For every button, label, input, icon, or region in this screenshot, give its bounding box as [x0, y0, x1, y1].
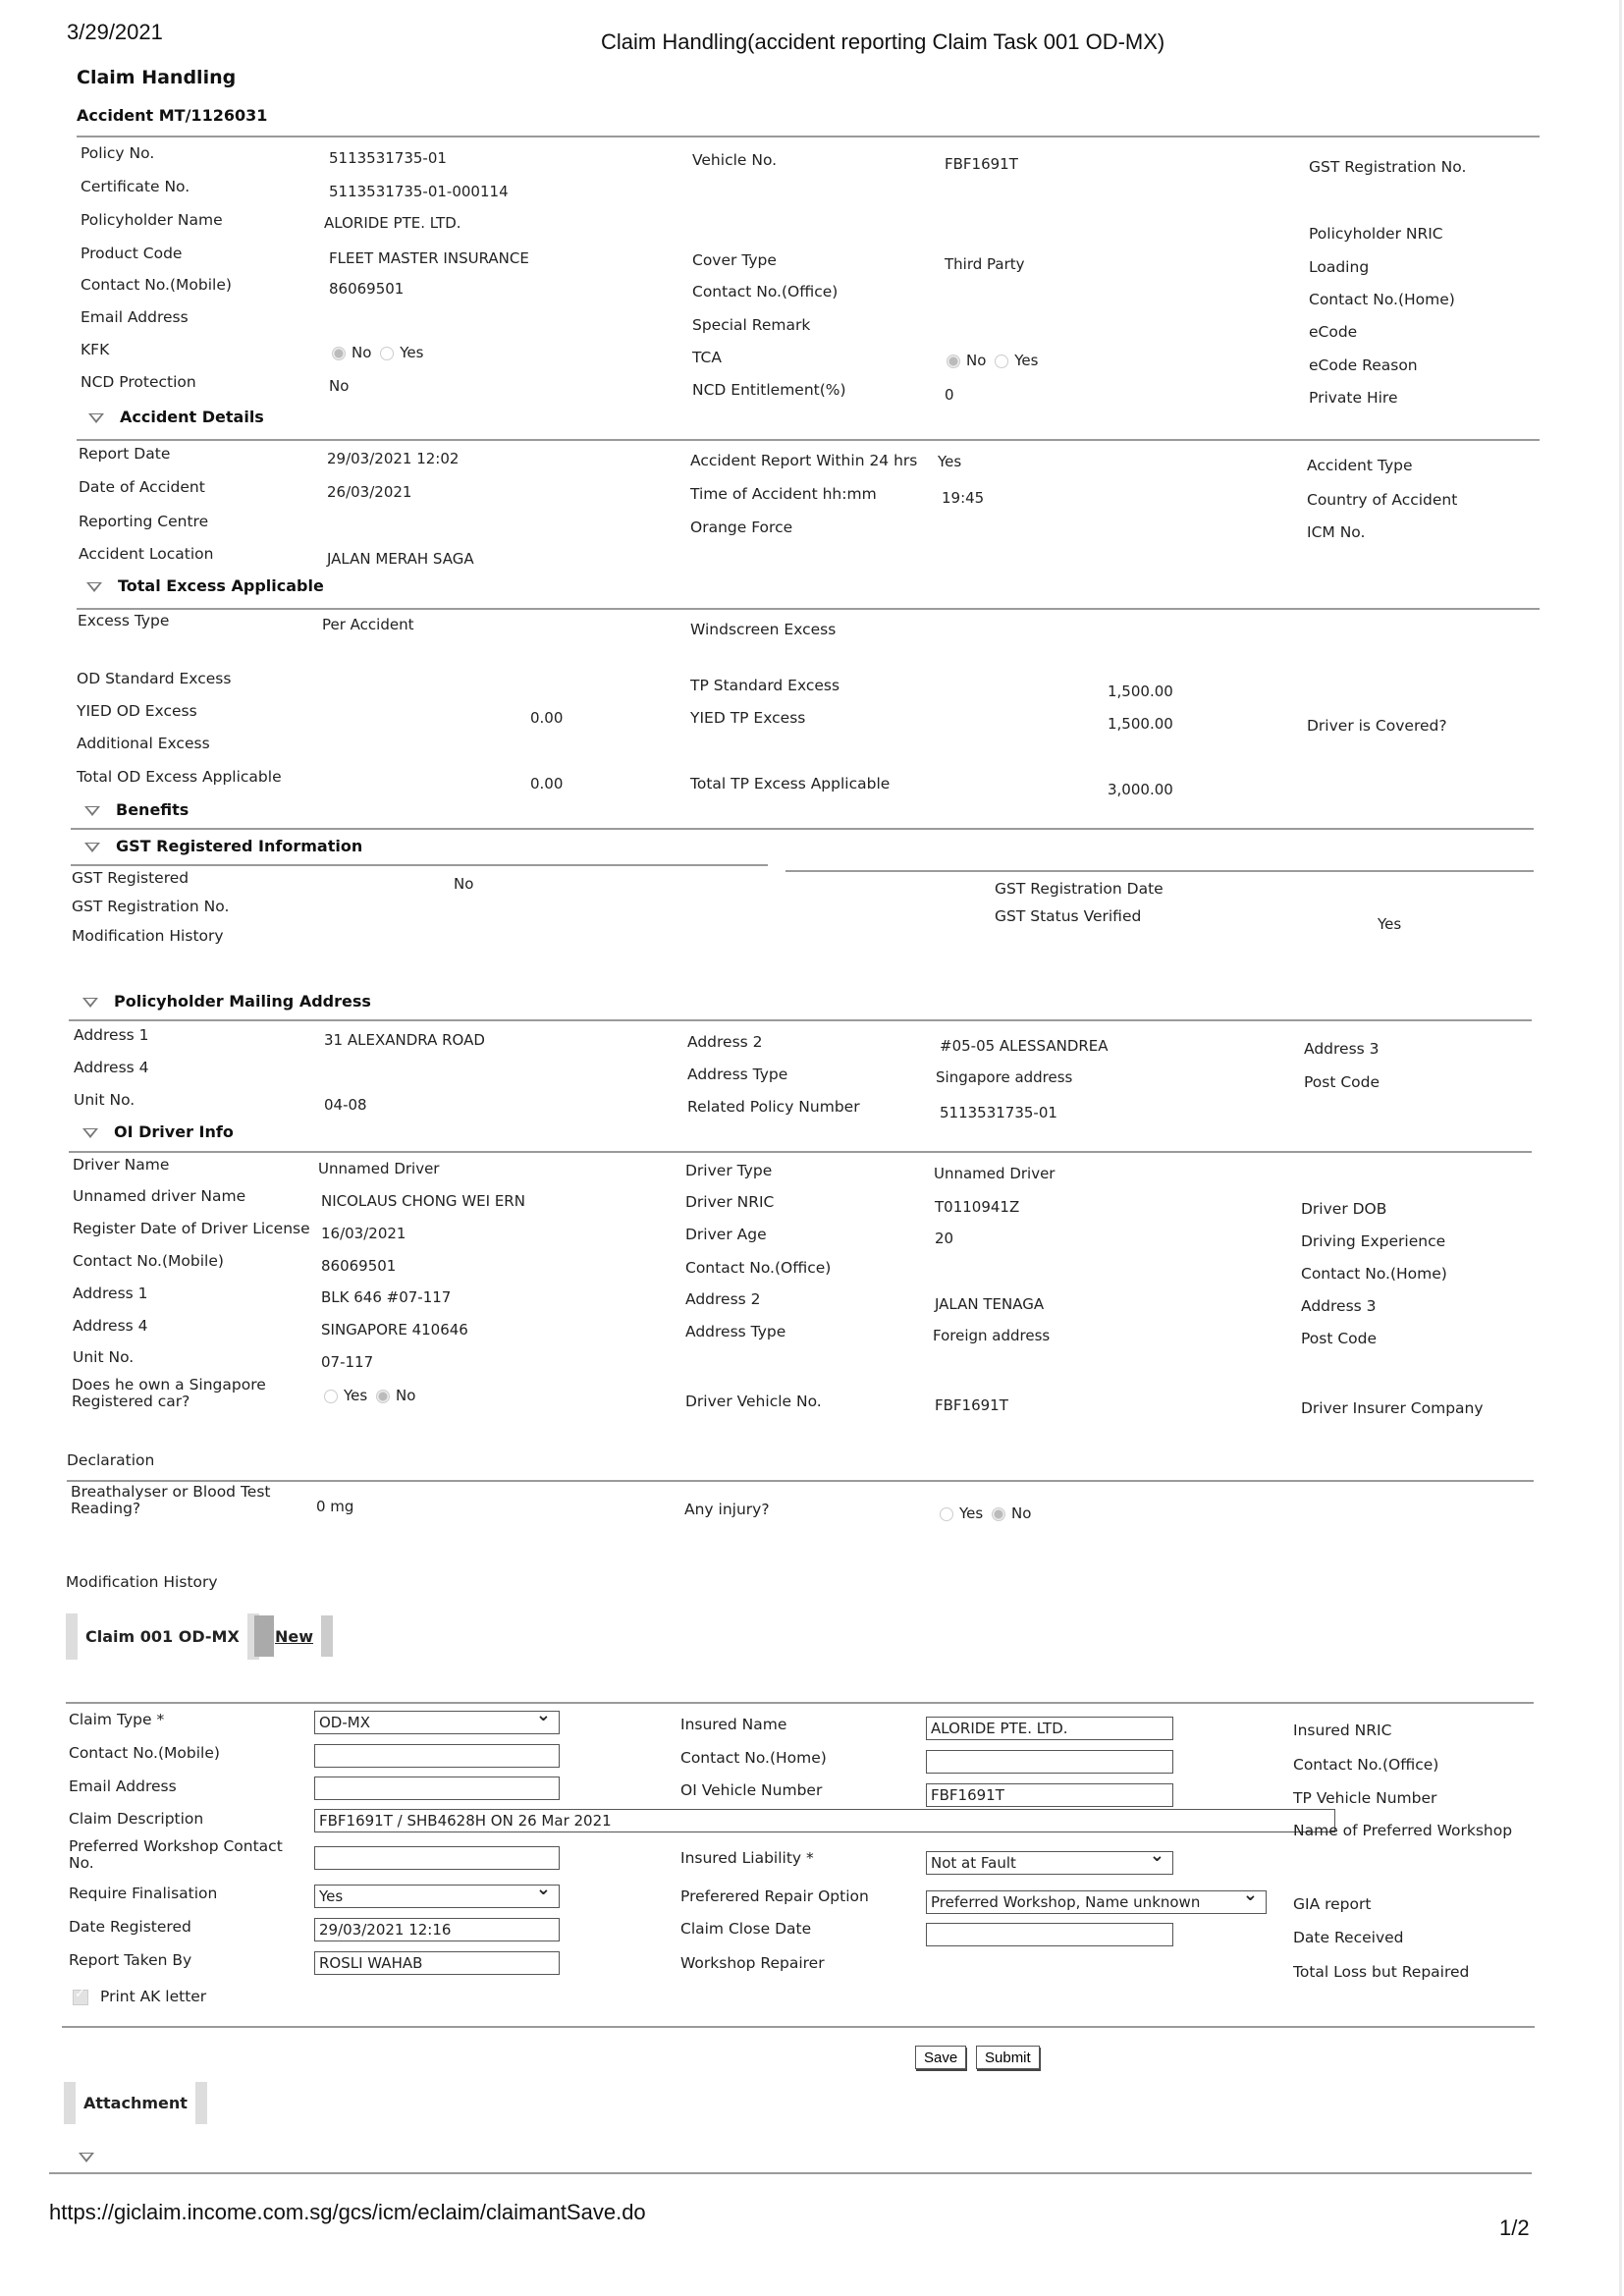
field-value: JALAN TENAGA — [935, 1295, 1045, 1313]
tab-label: Claim 001 OD-MX — [85, 1627, 240, 1646]
field-label: Special Remark — [692, 316, 811, 334]
field-value: #05-05 ALESSANDREA — [940, 1037, 1109, 1055]
own-car-radio-yes[interactable] — [324, 1390, 338, 1403]
attachment-toggle[interactable] — [79, 2147, 110, 2165]
field-label: Contact No.(Office) — [685, 1259, 832, 1277]
checkbox-label: Print AK letter — [100, 1988, 207, 2005]
field-label: Any injury? — [684, 1501, 770, 1518]
field-value: 86069501 — [329, 280, 405, 298]
field-label: Related Policy Number — [687, 1098, 860, 1116]
field-label: Driver NRIC — [685, 1193, 775, 1211]
section-toggle-total-excess[interactable] — [86, 576, 324, 595]
print-ak-letter-option — [73, 1988, 206, 2005]
collapse-triangle-icon — [84, 843, 100, 852]
divider — [71, 828, 1534, 830]
field-label: KFK — [81, 341, 110, 358]
print-date: 3/29/2021 — [67, 20, 163, 44]
field-label: Contact No.(Home) — [1301, 1265, 1447, 1283]
field-label: Driver Name — [73, 1156, 170, 1174]
tca-radio-yes[interactable] — [995, 355, 1008, 368]
field-label: TP Vehicle Number — [1293, 1789, 1437, 1807]
page-title: Claim Handling — [77, 67, 237, 88]
field-label: Date Registered — [69, 1918, 191, 1936]
field-label: Insured Liability * — [680, 1849, 814, 1867]
radio-label: Yes — [344, 1387, 368, 1404]
contact-home-input[interactable] — [926, 1750, 1173, 1774]
field-label: Additional Excess — [77, 735, 210, 752]
field-label: Name of Preferred Workshop — [1293, 1822, 1513, 1839]
kfk-radio-group — [332, 344, 423, 361]
field-value: 16/03/2021 — [321, 1225, 406, 1242]
preferred-workshop-contact-input[interactable] — [314, 1846, 560, 1870]
field-label: Total TP Excess Applicable — [690, 775, 891, 793]
field-label: Contact No.(Home) — [680, 1749, 827, 1767]
tca-radio-no[interactable] — [947, 355, 960, 368]
field-label: Total Loss but Repaired — [1293, 1963, 1470, 1981]
field-label: GST Registration No. — [72, 898, 230, 915]
field-value: No — [329, 377, 350, 395]
collapse-triangle-icon — [88, 413, 104, 423]
section-title: Policyholder Mailing Address — [114, 992, 371, 1011]
field-label: Email Address — [69, 1777, 177, 1795]
field-label: Preferred Workshop Contact No. — [69, 1837, 283, 1872]
page-number: 1/2 — [1499, 2215, 1530, 2240]
collapse-triangle-icon — [84, 806, 100, 816]
field-label: Address 2 — [687, 1033, 763, 1051]
field-label: Policyholder NRIC — [1309, 225, 1443, 243]
field-value: 19:45 — [942, 489, 985, 507]
field-label: Address 1 — [74, 1026, 149, 1044]
field-label: OD Standard Excess — [77, 670, 232, 687]
field-value: 5113531735-01 — [940, 1104, 1057, 1121]
field-label: Address 4 — [73, 1317, 148, 1335]
field-value: 0.00 — [530, 709, 564, 727]
radio-label: No — [1011, 1504, 1032, 1522]
field-label: Contact No.(Mobile) — [73, 1252, 224, 1270]
radio-label: Yes — [400, 344, 424, 361]
field-label: Address Type — [685, 1323, 786, 1340]
field-label: Unit No. — [74, 1091, 135, 1109]
field-label: Time of Accident hh:mm — [690, 485, 877, 503]
field-label: Insured NRIC — [1293, 1722, 1392, 1739]
field-value: Yes — [938, 453, 962, 470]
injury-radio-group — [940, 1504, 1031, 1522]
field-label: Contact No.(Mobile) — [69, 1744, 220, 1762]
field-label: Register Date of Driver License — [73, 1220, 310, 1237]
divider — [69, 1019, 1532, 1021]
field-value: 04-08 — [324, 1096, 367, 1114]
section-title: OI Driver Info — [114, 1122, 234, 1141]
field-label: GST Status Verified — [995, 907, 1142, 925]
field-label: Cover Type — [692, 251, 777, 269]
claim-close-date-input[interactable] — [926, 1923, 1173, 1946]
section-toggle-benefits[interactable] — [84, 800, 189, 819]
injury-radio-yes[interactable] — [940, 1507, 953, 1521]
field-label: Insured Name — [680, 1716, 787, 1733]
field-label: Accident Report Within 24 hrs — [690, 452, 918, 469]
field-value: FBF1691T — [935, 1396, 1008, 1414]
section-title: Accident Details — [120, 408, 264, 426]
field-value: 07-117 — [321, 1353, 374, 1371]
field-label: Post Code — [1301, 1330, 1378, 1347]
field-value: FBF1691T — [945, 155, 1018, 173]
field-value: JALAN MERAH SAGA — [327, 550, 474, 568]
field-label: YIED TP Excess — [690, 709, 806, 727]
field-label: Contact No.(Office) — [1293, 1756, 1439, 1774]
oi-vehicle-number-input[interactable]: FBF1691T — [926, 1783, 1173, 1807]
divider — [77, 136, 1540, 137]
page-url: https://giclaim.income.com.sg/gcs/icm/eclaim/claimantSave.do — [49, 2200, 646, 2224]
field-label: Driver DOB — [1301, 1200, 1387, 1218]
field-label: Claim Close Date — [680, 1920, 812, 1938]
field-label: eCode — [1309, 323, 1358, 341]
field-label: Driver is Covered? — [1307, 717, 1447, 735]
require-finalisation-select[interactable]: Yes ⌄ — [314, 1885, 560, 1908]
kfk-radio-no[interactable] — [332, 347, 346, 360]
divider — [71, 864, 768, 866]
divider — [67, 1480, 1534, 1482]
print-ak-checkbox[interactable] — [73, 1990, 88, 2005]
section-toggle-gst[interactable] — [84, 837, 362, 855]
field-label: TCA — [692, 349, 722, 366]
field-value: Unnamed Driver — [318, 1160, 440, 1177]
field-value: T0110941Z — [935, 1198, 1020, 1216]
field-label: GST Registration Date — [995, 880, 1164, 898]
field-label: Address 4 — [74, 1059, 149, 1076]
section-title: Benefits — [116, 800, 189, 819]
field-label: Unnamed driver Name — [73, 1187, 246, 1205]
field-label: Reporting Centre — [79, 513, 209, 530]
collapse-triangle-icon — [82, 1128, 98, 1138]
date-registered-input[interactable]: 29/03/2021 12:16 — [314, 1918, 560, 1941]
report-taken-by-input[interactable]: ROSLI WAHAB — [314, 1951, 560, 1975]
radio-label: No — [966, 352, 987, 369]
divider — [66, 1702, 1534, 1704]
field-label: Date of Accident — [79, 478, 205, 496]
modification-history-label: Modification History — [66, 1573, 218, 1591]
field-label: YIED OD Excess — [77, 702, 197, 720]
field-value: Yes — [1378, 915, 1402, 933]
field-label: Report Taken By — [69, 1951, 192, 1969]
field-label: Report Date — [79, 445, 171, 463]
field-label: Loading — [1309, 258, 1370, 276]
save-button[interactable]: Save — [915, 2046, 966, 2069]
field-label: Address 2 — [685, 1290, 761, 1308]
divider — [77, 439, 1540, 441]
field-value: 26/03/2021 — [327, 483, 412, 501]
field-label: Vehicle No. — [692, 151, 778, 169]
section-title: Total Excess Applicable — [118, 576, 324, 595]
divider — [77, 608, 1540, 610]
field-label: Modification History — [72, 927, 224, 945]
field-label: Address 1 — [73, 1285, 148, 1302]
kfk-radio-yes[interactable] — [380, 347, 394, 360]
field-label: Unit No. — [73, 1348, 135, 1366]
injury-radio-no[interactable] — [992, 1507, 1005, 1521]
field-label: Driver Insurer Company — [1301, 1399, 1484, 1417]
field-label: NCD Protection — [81, 373, 196, 391]
radio-label: Yes — [1014, 352, 1039, 369]
field-label: ICM No. — [1307, 523, 1366, 541]
field-label: NCD Entitlement(%) — [692, 381, 846, 399]
field-value: Unnamed Driver — [934, 1165, 1056, 1182]
tab-claim-001-od-mx[interactable] — [66, 1613, 259, 1660]
field-label: Driving Experience — [1301, 1232, 1446, 1250]
field-label: OI Vehicle Number — [680, 1781, 823, 1799]
field-label: eCode Reason — [1309, 356, 1418, 374]
field-value: ALORIDE PTE. LTD. — [324, 214, 461, 232]
insured-name-input[interactable]: ALORIDE PTE. LTD. — [926, 1717, 1173, 1740]
radio-label: No — [352, 344, 372, 361]
field-value: 1,500.00 — [1108, 715, 1173, 733]
section-label-declaration: Declaration — [67, 1451, 155, 1469]
divider — [62, 2026, 1535, 2028]
field-value: SINGAPORE 410646 — [321, 1321, 468, 1339]
field-label: Date Received — [1293, 1929, 1404, 1946]
field-label: Policy No. — [81, 144, 155, 162]
insured-liability-select[interactable]: Not at Fault ⌄ — [926, 1851, 1173, 1875]
field-label: Driver Age — [685, 1226, 767, 1243]
field-value: FLEET MASTER INSURANCE — [329, 249, 529, 267]
new-claim-link[interactable]: New — [275, 1627, 314, 1646]
attachment-tab[interactable] — [64, 2082, 207, 2124]
radio-label: No — [396, 1387, 416, 1404]
field-label: Orange Force — [690, 519, 793, 536]
field-label: GST Registered — [72, 869, 189, 887]
tab-label: Attachment — [83, 2094, 188, 2112]
field-label: Preferered Repair Option — [680, 1887, 869, 1905]
field-label: Windscreen Excess — [690, 621, 837, 638]
accident-ref: Accident MT/1126031 — [77, 106, 268, 125]
submit-button[interactable]: Submit — [976, 2046, 1040, 2069]
field-label: Contact No.(Office) — [692, 283, 839, 301]
claim-description-input[interactable]: FBF1691T / SHB4628H ON 26 Mar 2021 — [314, 1809, 1335, 1832]
email-input[interactable] — [314, 1777, 560, 1800]
section-toggle-accident-details[interactable] — [88, 408, 264, 426]
field-label: TP Standard Excess — [690, 677, 840, 694]
field-value: Singapore address — [936, 1068, 1073, 1086]
field-value: 29/03/2021 12:02 — [327, 450, 460, 467]
field-label: Address 3 — [1304, 1040, 1380, 1058]
field-label: Contact No.(Mobile) — [81, 276, 232, 294]
field-label: GST Registration No. — [1309, 158, 1467, 176]
scan-edge — [1619, 0, 1622, 2296]
field-value: 0.00 — [530, 775, 564, 793]
field-value: 86069501 — [321, 1257, 397, 1275]
divider — [785, 870, 1534, 872]
section-toggle-mailing-address[interactable] — [82, 992, 371, 1011]
section-toggle-oi-driver-info[interactable] — [82, 1122, 234, 1141]
field-label: GIA report — [1293, 1895, 1372, 1913]
field-label: Address Type — [687, 1066, 788, 1083]
field-label: Email Address — [81, 308, 189, 326]
field-label: Certificate No. — [81, 178, 190, 195]
field-value: No — [454, 875, 474, 893]
field-label: Country of Accident — [1307, 491, 1458, 509]
field-value: BLK 646 #07-117 — [321, 1288, 452, 1306]
field-value: 0 — [945, 386, 954, 404]
field-label: Product Code — [81, 245, 183, 262]
field-label: Post Code — [1304, 1073, 1380, 1091]
field-label: Accident Location — [79, 545, 214, 563]
field-label: Private Hire — [1309, 389, 1398, 407]
print-title: Claim Handling(accident reporting Claim Task 001 OD-MX) — [601, 29, 1165, 54]
field-label: Claim Description — [69, 1810, 204, 1828]
field-label: Policyholder Name — [81, 211, 223, 229]
tca-radio-group — [947, 352, 1038, 369]
field-label: Address 3 — [1301, 1297, 1377, 1315]
own-car-radio-no[interactable] — [376, 1390, 390, 1403]
field-label: Driver Type — [685, 1162, 773, 1179]
field-label: Accident Type — [1307, 457, 1413, 474]
collapse-triangle-icon — [82, 998, 98, 1008]
field-value: Third Party — [945, 255, 1025, 273]
field-value: Per Accident — [322, 616, 414, 633]
field-value: 1,500.00 — [1108, 683, 1173, 700]
field-value: 5113531735-01 — [329, 149, 447, 167]
field-label: Driver Vehicle No. — [685, 1393, 822, 1410]
divider — [69, 1151, 1532, 1153]
field-label: Claim Type * — [69, 1711, 165, 1728]
field-value: 0 mg — [316, 1498, 354, 1515]
claim-type-select[interactable]: OD-MX ⌄ — [314, 1711, 560, 1734]
repair-option-select[interactable]: Preferred Workshop, Name unknown ⌄ — [926, 1890, 1267, 1914]
field-value: 3,000.00 — [1108, 781, 1173, 798]
section-title: GST Registered Information — [116, 837, 363, 855]
radio-label: Yes — [959, 1504, 984, 1522]
field-value: Foreign address — [933, 1327, 1051, 1344]
field-label: Workshop Repairer — [680, 1954, 825, 1972]
field-value: NICOLAUS CHONG WEI ERN — [321, 1192, 525, 1210]
field-label: Total OD Excess Applicable — [77, 768, 282, 786]
field-value: 5113531735-01-000114 — [329, 183, 509, 200]
collapse-triangle-icon — [79, 2153, 94, 2162]
contact-mobile-input[interactable] — [314, 1744, 560, 1768]
divider — [49, 2172, 1532, 2174]
own-car-radio-group — [324, 1387, 415, 1404]
field-label: Does he own a Singapore Registered car? — [72, 1376, 266, 1410]
field-label: Require Finalisation — [69, 1885, 218, 1902]
field-label: Contact No.(Home) — [1309, 291, 1455, 308]
field-value: 31 ALEXANDRA ROAD — [324, 1031, 485, 1049]
field-label: Breathalyser or Blood Test Reading? — [71, 1483, 271, 1517]
field-value: 20 — [935, 1230, 954, 1247]
field-label: Excess Type — [78, 612, 170, 629]
collapse-triangle-icon — [86, 582, 102, 592]
